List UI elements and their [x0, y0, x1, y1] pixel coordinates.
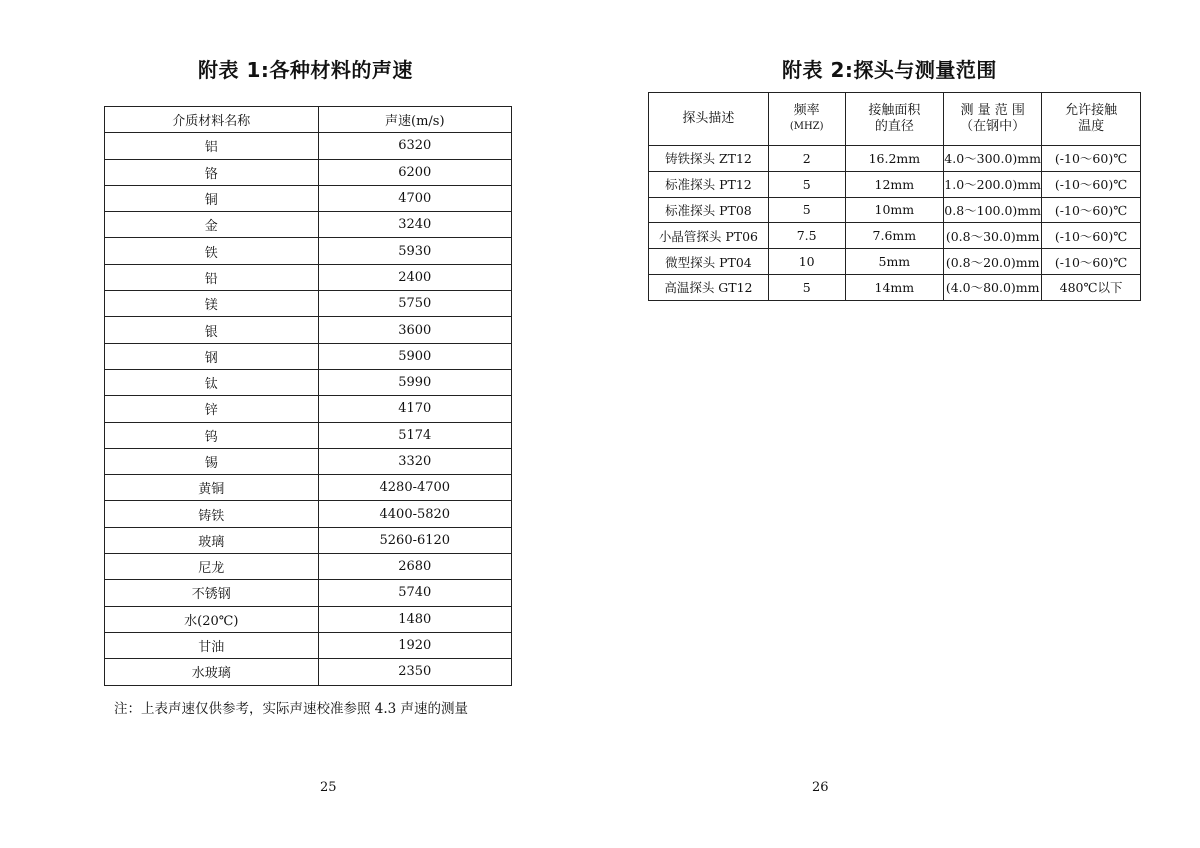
table-row: [105, 396, 512, 422]
table-header-row: [649, 93, 1141, 146]
column-header-contact-diameter: [845, 93, 944, 146]
column-header-probe: 探头描述: [649, 93, 769, 146]
material-name-cell: 水(20℃): [105, 606, 319, 632]
sound-speed-cell: 5750: [318, 291, 511, 317]
table-row: [105, 606, 512, 632]
probe-name-cell: 微型探头 PT04: [649, 249, 769, 275]
probe-range-table: [648, 92, 1141, 301]
contact-label-line2: 的直径: [874, 119, 914, 134]
sound-speed-cell: 2680: [318, 554, 511, 580]
material-name-cell: 锡: [105, 448, 319, 474]
table-row: [105, 133, 512, 159]
probe-name-cell: 高温探头 GT12: [649, 274, 769, 300]
table-row: [105, 527, 512, 553]
material-name-cell: 铝: [105, 133, 319, 159]
frequency-cell: 5: [768, 197, 845, 223]
temperature-cell: (-10～60)℃: [1042, 171, 1141, 197]
sound-speed-cell: 6200: [318, 159, 511, 185]
material-name-cell: 镁: [105, 291, 319, 317]
sound-speed-cell: 4280-4700: [318, 475, 511, 501]
temp-label-line2: 温度: [1078, 119, 1105, 134]
table-row: [105, 422, 512, 448]
material-name-cell: 钢: [105, 343, 319, 369]
table-row: [649, 171, 1141, 197]
material-name-cell: 铸铁: [105, 501, 319, 527]
range-cell: (0.8～30.0)mm: [944, 223, 1042, 249]
probe-name-cell: 标准探头 PT08: [649, 197, 769, 223]
table-row: [105, 632, 512, 658]
sound-speed-cell: 5174: [318, 422, 511, 448]
frequency-cell: 5: [768, 274, 845, 300]
sound-speed-cell: 6320: [318, 133, 511, 159]
table1-title: 附表 1:各种材料的声速: [198, 58, 413, 82]
sound-speed-cell: 2400: [318, 264, 511, 290]
table-row: [105, 501, 512, 527]
probe-name-cell: 小晶管探头 PT06: [649, 223, 769, 249]
contact-diameter-cell: 16.2mm: [845, 146, 944, 172]
frequency-unit: (MHZ): [789, 121, 824, 132]
page-number-right: 26: [812, 780, 829, 795]
temperature-cell: (-10～60)℃: [1042, 223, 1141, 249]
sound-speed-cell: 3240: [318, 212, 511, 238]
column-header-material: 介质材料名称: [105, 107, 319, 133]
sound-speed-cell: 5900: [318, 343, 511, 369]
frequency-cell: 7.5: [768, 223, 845, 249]
table-row: [105, 369, 512, 395]
material-name-cell: 黄铜: [105, 475, 319, 501]
footnote: 注：上表声速仅供参考，实际声速校准参照 4.3 声速的测量: [114, 701, 469, 717]
range-cell: (0.8～20.0)mm: [944, 249, 1042, 275]
temp-label-line1: 允许接触: [1065, 103, 1118, 118]
table-row: [105, 317, 512, 343]
table2-title: 附表 2:探头与测量范围: [782, 58, 997, 82]
temperature-cell: 480℃以下: [1042, 274, 1141, 300]
material-name-cell: 不锈钢: [105, 580, 319, 606]
material-name-cell: 金: [105, 212, 319, 238]
range-cell: 4.0～300.0)mm: [944, 146, 1042, 172]
range-label-line1: 测 量 范 围: [960, 103, 1025, 118]
sound-speed-table: [104, 106, 512, 686]
range-label-line2: （在钢中）: [960, 119, 1026, 134]
frequency-cell: 2: [768, 146, 845, 172]
sound-speed-cell: 5260-6120: [318, 527, 511, 553]
material-name-cell: 钛: [105, 369, 319, 395]
table-row: [105, 343, 512, 369]
sound-speed-cell: 5930: [318, 238, 511, 264]
temperature-cell: (-10～60)℃: [1042, 146, 1141, 172]
temperature-cell: (-10～60)℃: [1042, 197, 1141, 223]
material-name-cell: 铜: [105, 185, 319, 211]
sound-speed-cell: 5740: [318, 580, 511, 606]
sound-speed-cell: 4170: [318, 396, 511, 422]
material-name-cell: 铬: [105, 159, 319, 185]
sound-speed-cell: 2350: [318, 659, 511, 685]
table-header-row: [105, 107, 512, 133]
sound-speed-cell: 4400-5820: [318, 501, 511, 527]
column-header-temperature: [1042, 93, 1141, 146]
material-name-cell: 玻璃: [105, 527, 319, 553]
frequency-label: 频率: [793, 103, 820, 118]
page-number-left: 25: [320, 780, 337, 795]
contact-diameter-cell: 5mm: [845, 249, 944, 275]
sound-speed-cell: 1920: [318, 632, 511, 658]
table-row: [105, 238, 512, 264]
table-row: [105, 185, 512, 211]
sound-speed-cell: 3320: [318, 448, 511, 474]
table-row: [649, 274, 1141, 300]
table-row: [105, 291, 512, 317]
range-cell: 1.0～200.0)mm: [944, 171, 1042, 197]
sound-speed-cell: 5990: [318, 369, 511, 395]
sound-speed-cell: 4700: [318, 185, 511, 211]
frequency-cell: 10: [768, 249, 845, 275]
temperature-cell: (-10～60)℃: [1042, 249, 1141, 275]
material-name-cell: 铅: [105, 264, 319, 290]
table-row: [105, 475, 512, 501]
column-header-frequency: [768, 93, 845, 146]
contact-diameter-cell: 7.6mm: [845, 223, 944, 249]
table-row: [105, 159, 512, 185]
material-name-cell: 水玻璃: [105, 659, 319, 685]
table-row: [105, 659, 512, 685]
material-name-cell: 尼龙: [105, 554, 319, 580]
contact-diameter-cell: 12mm: [845, 171, 944, 197]
contact-diameter-cell: 14mm: [845, 274, 944, 300]
table-row: [649, 249, 1141, 275]
material-name-cell: 银: [105, 317, 319, 343]
table-row: [649, 197, 1141, 223]
material-name-cell: 锌: [105, 396, 319, 422]
table-row: [649, 223, 1141, 249]
contact-label-line1: 接触面积: [868, 103, 921, 118]
sound-speed-cell: 3600: [318, 317, 511, 343]
range-cell: (4.0～80.0)mm: [944, 274, 1042, 300]
range-cell: 0.8～100.0)mm: [944, 197, 1042, 223]
table-row: [105, 212, 512, 238]
sound-speed-cell: 1480: [318, 606, 511, 632]
material-name-cell: 甘油: [105, 632, 319, 658]
contact-diameter-cell: 10mm: [845, 197, 944, 223]
material-name-cell: 钨: [105, 422, 319, 448]
probe-name-cell: 铸铁探头 ZT12: [649, 146, 769, 172]
table-row: [105, 448, 512, 474]
column-header-speed: 声速(m/s): [318, 107, 511, 133]
table-row: [105, 554, 512, 580]
probe-name-cell: 标准探头 PT12: [649, 171, 769, 197]
material-name-cell: 铁: [105, 238, 319, 264]
table-row: [105, 580, 512, 606]
column-header-range: [944, 93, 1042, 146]
table-row: [649, 146, 1141, 172]
table-row: [105, 264, 512, 290]
frequency-cell: 5: [768, 171, 845, 197]
